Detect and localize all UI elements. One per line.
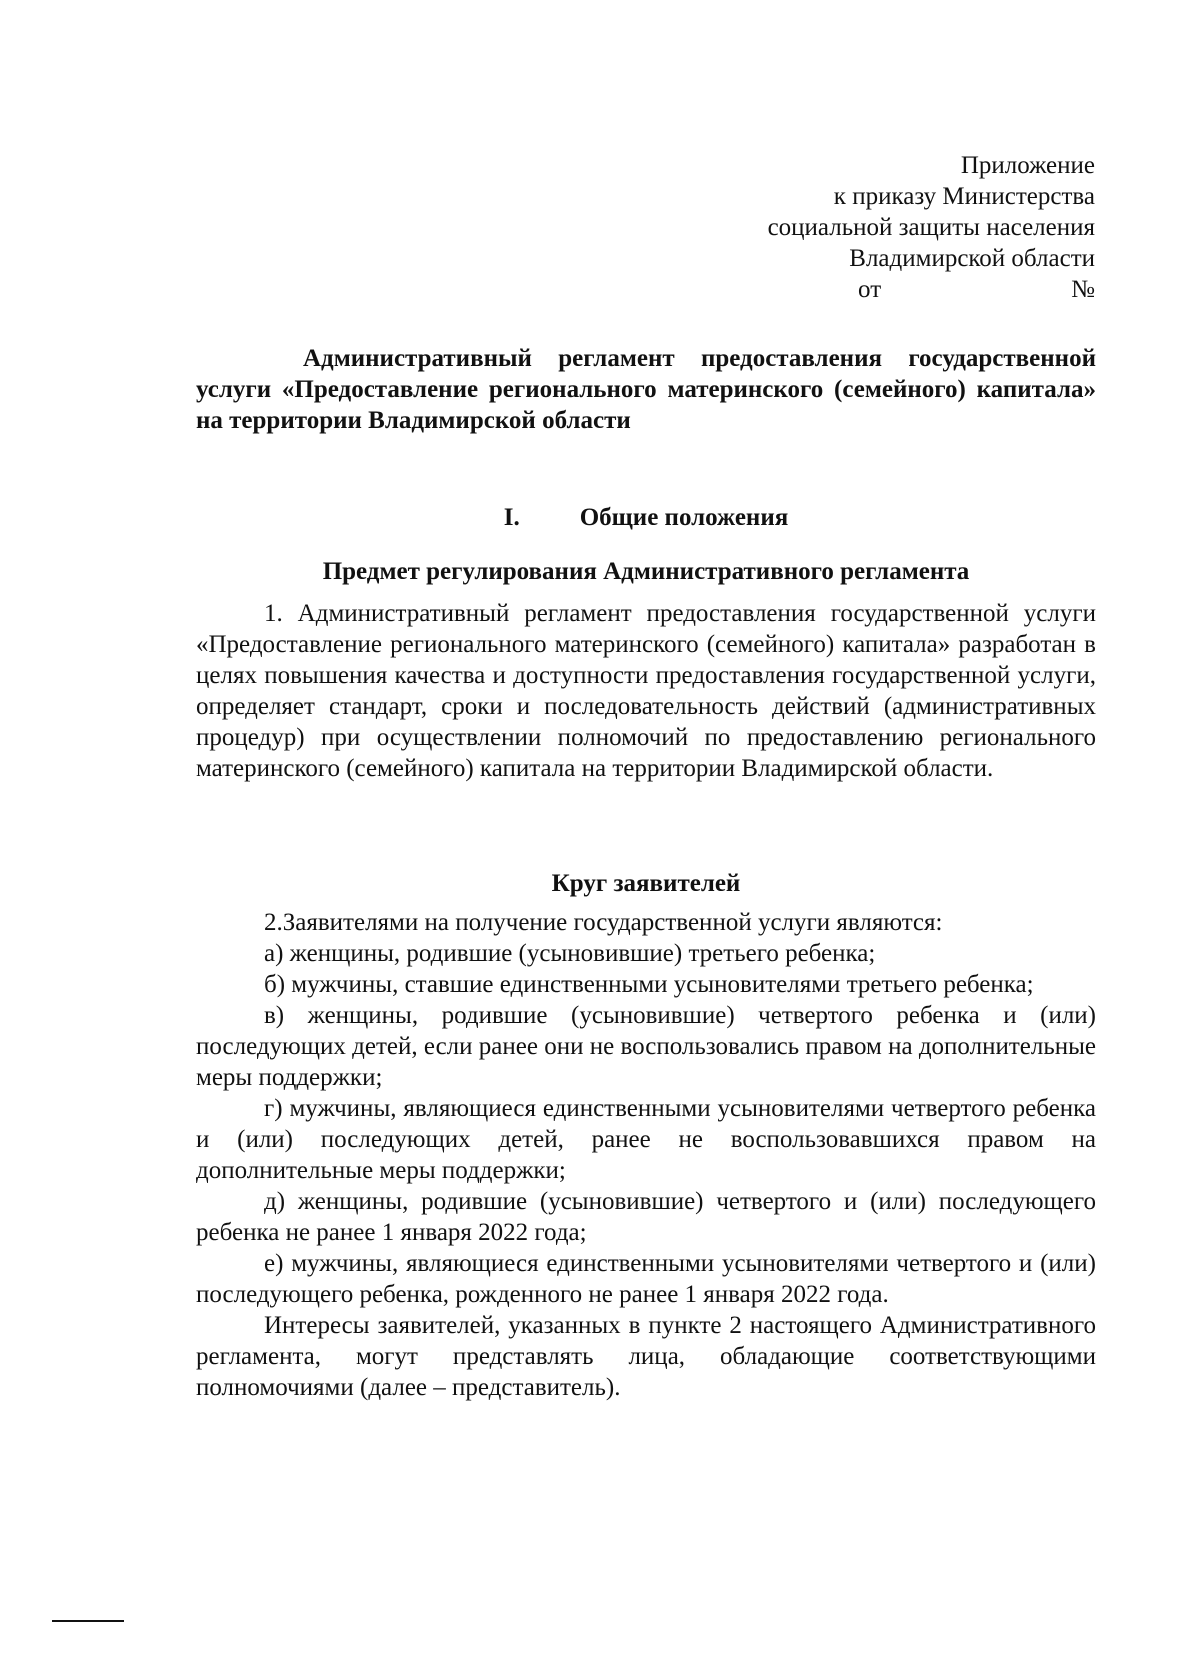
representatives-paragraph: Интересы заявителей, указанных в пункте 2 настоящего Административного регламента, могут представлять лица, обладающие соответствующими полномочиями (далее – представитель). bbox=[196, 1312, 1096, 1401]
appendix-line-4: Владимирской области bbox=[849, 245, 1095, 272]
appendix-line-1: Приложение bbox=[960, 152, 1095, 179]
applicant-item-v: в) женщины, родившие (усыновившие) четвертого ребенка и (или) последующих детей, если ранее они не воспользовались правом на дополнительные меры поддержки; bbox=[196, 1002, 1096, 1091]
appendix-number-label: № bbox=[1071, 276, 1095, 303]
subject-heading: Предмет регулирования Административного регламента bbox=[322, 558, 970, 585]
applicant-item-a: а) женщины, родившие (усыновившие) третьего ребенка; bbox=[264, 940, 876, 967]
paragraph-2-intro: 2.Заявителями на получение государственной услуги являются: bbox=[264, 909, 943, 936]
appendix-from-label: от bbox=[858, 276, 882, 303]
paragraph-1-block bbox=[196, 598, 1096, 784]
section-number: I. bbox=[503, 504, 520, 531]
applicant-item-b: б) мужчины, ставшие единственными усыновителями третьего ребенка; bbox=[264, 971, 1034, 998]
paragraph-1: 1. Административный регламент предоставления государственной услуги «Предоставление регионального материнского (семейного) капитала» разработан в целях повышения качества и доступности предоставления государственной услуги, определяет стандарт, сроки и последовательность действий (административных процедур) при осуществлении полномочий по предоставлению регионального материнского (семейного) капитала на территории Владимирской области. bbox=[196, 600, 1096, 782]
applicant-item-g: г) мужчины, являющиеся единственными усыновителями четвертого ребенка и (или) последующих детей, ранее не воспользовавшихся правом на дополнительные меры поддержки; bbox=[196, 1095, 1096, 1184]
appendix-date-number-line bbox=[575, 274, 1095, 305]
applicants-heading: Круг заявителей bbox=[551, 870, 741, 897]
document-title: Административный регламент предоставления государственной услуги «Предоставление регионального материнского (семейного) капитала» на территории Владимирской области bbox=[196, 345, 1096, 434]
appendix-line-2: к приказу Министерства bbox=[833, 183, 1095, 210]
paragraph-2-block bbox=[196, 907, 1096, 1403]
section-heading bbox=[196, 502, 1096, 533]
footnote-separator bbox=[52, 1620, 124, 1622]
applicant-item-e: е) мужчины, являющиеся единственными усыновителями четвертого и (или) последующего ребенка, рожденного не ранее 1 января 2022 года. bbox=[196, 1250, 1096, 1308]
applicant-item-d: д) женщины, родившие (усыновившие) четвертого и (или) последующего ребенка не ранее 1 января 2022 года; bbox=[196, 1188, 1096, 1246]
appendix-line-3: социальной защиты населения bbox=[767, 214, 1095, 241]
section-title: Общие положения bbox=[579, 504, 789, 531]
appendix-block bbox=[575, 150, 1095, 305]
